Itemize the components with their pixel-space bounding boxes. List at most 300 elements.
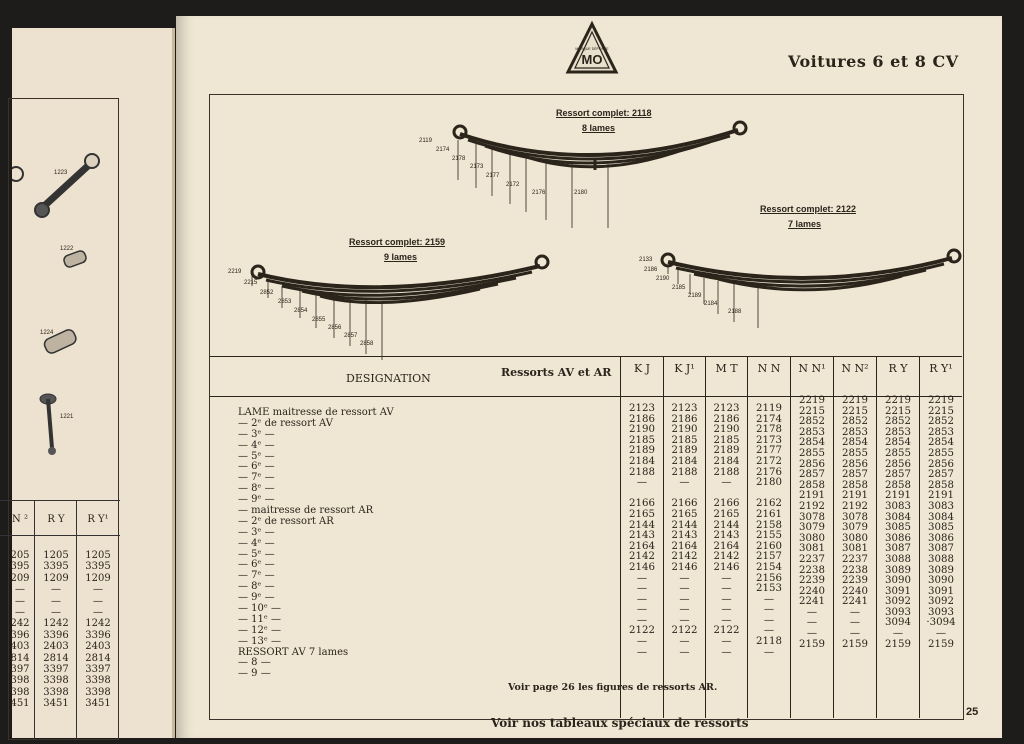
- left-table-cell: 2403: [43, 641, 69, 653]
- table-cell: 3088: [928, 553, 954, 565]
- table-cell: 2174: [756, 413, 782, 425]
- table-cell: 2219: [842, 395, 868, 406]
- spring-7-lames-icon: [662, 250, 960, 328]
- table-cell: [664, 658, 705, 669]
- table-cell: —: [679, 593, 690, 605]
- table-cell: —: [636, 636, 648, 648]
- table-cell: 2856: [928, 458, 954, 470]
- table-cell: 3088: [885, 553, 911, 565]
- table-cell: 2858: [799, 479, 825, 491]
- logo-arc-text: MARQUE DÉPOSÉE: [575, 47, 609, 51]
- table-cell: 2853: [928, 426, 954, 438]
- table-cell: —: [679, 646, 690, 658]
- left-table-cell: 451: [10, 698, 30, 710]
- left-col-header: R Y¹: [87, 514, 109, 525]
- table-cell: 2172: [756, 455, 782, 467]
- table-cell: 2855: [928, 447, 954, 459]
- left-table-column: [36, 550, 76, 709]
- table-cell: —: [679, 572, 690, 584]
- column-header-nn: N N: [757, 362, 781, 375]
- table-cell: 2180: [756, 477, 782, 489]
- table-cell: 2215: [885, 405, 911, 417]
- designation-row: — 5ᵉ —: [238, 548, 275, 560]
- table-cell: —: [636, 593, 648, 605]
- table-cell: —: [636, 604, 648, 616]
- designation-row: — 4ᵉ —: [238, 537, 275, 549]
- table-cell: 2855: [842, 447, 868, 459]
- values-column-ry1: [920, 396, 962, 661]
- spring-part-label: 2185: [672, 285, 686, 291]
- left-table-cell: —: [51, 584, 61, 596]
- spring-part-label: 2184: [704, 301, 718, 307]
- table-cell: —: [935, 628, 947, 640]
- table-cell: 2122: [713, 625, 740, 637]
- table-cell: 2144: [671, 519, 698, 531]
- values-column-kj: [621, 404, 663, 669]
- table-cell: 2176: [756, 466, 782, 478]
- designation-row: — 6ᵉ —: [238, 559, 275, 571]
- table-cell: 3079: [842, 522, 868, 534]
- table-cell: —: [892, 628, 904, 640]
- table-cell: 2143: [629, 530, 655, 542]
- table-cell: 2852: [842, 416, 868, 428]
- table-cell: 2143: [671, 530, 698, 542]
- table-cell: 2144: [713, 519, 740, 531]
- table-cell: —: [763, 614, 775, 626]
- table-cell: 2215: [799, 405, 825, 417]
- left-table-cell: 3398: [43, 686, 69, 698]
- table-cell: 2239: [799, 575, 825, 587]
- left-table-cell: 2814: [43, 652, 69, 664]
- table-cell: 2237: [842, 553, 868, 565]
- table-cell: 2166: [713, 498, 740, 510]
- table-cell: ·3094: [926, 617, 956, 629]
- table-cell: 3089: [885, 564, 911, 576]
- table-cell: 2142: [629, 551, 655, 563]
- table-cell: 2855: [885, 447, 911, 459]
- table-cell: 2164: [713, 540, 740, 552]
- left-table-rule: [0, 500, 120, 501]
- left-table-column: [78, 550, 118, 709]
- table-cell: —: [679, 614, 690, 626]
- left-table-cell: 1205: [43, 550, 69, 561]
- table-cell: 2122: [629, 625, 655, 637]
- table-cell: 2241: [799, 596, 825, 608]
- table-cell: 3091: [928, 585, 954, 597]
- table-cell: 2165: [671, 508, 698, 520]
- values-column-kj1: [664, 404, 705, 669]
- left-table-cell: 209: [10, 572, 30, 584]
- table-cell: 2123: [629, 403, 655, 414]
- table-cell: —: [806, 617, 818, 629]
- left-table-cell: 814: [10, 652, 30, 664]
- table-cell: 2186: [629, 413, 655, 425]
- table-cell: 2142: [713, 551, 740, 563]
- table-cell: 3089: [928, 564, 954, 576]
- table-cell: 2191: [842, 490, 868, 502]
- designation-row: — 8 —: [238, 657, 271, 669]
- table-cell: 2240: [842, 585, 868, 597]
- table-footnote: Voir page 26 les figures de ressorts AR.: [508, 682, 718, 693]
- table-cell: 2155: [756, 530, 782, 542]
- table-cell: 3084: [885, 511, 911, 523]
- page-title: Voitures 6 et 8 CV: [788, 52, 959, 71]
- designation-row: — 3ᵉ —: [238, 526, 275, 538]
- table-cell: [920, 650, 962, 661]
- table-cell: [706, 658, 747, 669]
- left-table-cell: —: [15, 606, 25, 618]
- left-table-cell: —: [15, 595, 25, 607]
- table-cell: 2858: [885, 479, 911, 491]
- left-page-parts-illustrations: [12, 28, 172, 508]
- column-header-nn2: N N²: [841, 362, 869, 375]
- table-cell: —: [721, 593, 732, 605]
- table-cell: 2189: [629, 445, 655, 457]
- table-cell: 3080: [799, 532, 825, 544]
- left-table-cell: 396: [10, 629, 30, 641]
- table-cell: 2185: [629, 434, 655, 446]
- values-column-nn1: [791, 396, 833, 661]
- bolt-1223-icon: [35, 154, 99, 217]
- table-cell: —: [721, 477, 732, 489]
- designation-row: — 13ᵉ —: [238, 635, 281, 647]
- right-page: [176, 16, 1002, 738]
- table-cell: 2853: [885, 426, 911, 438]
- spring-part-label: 2215: [244, 280, 258, 286]
- left-table-cell: 395: [10, 561, 30, 573]
- table-cell: 2189: [713, 445, 740, 457]
- left-table-cell: 2403: [85, 641, 111, 653]
- designation-row: — 5ᵉ —: [238, 450, 275, 462]
- designation-row: — 2ᵉ de ressort AV: [238, 417, 333, 429]
- left-page: [12, 28, 175, 738]
- mo-logo: [564, 20, 620, 76]
- values-column-nn: [748, 404, 790, 669]
- table-cell: 2189: [671, 445, 698, 457]
- table-cell: 2241: [842, 596, 868, 608]
- designation-row: — 8ᵉ —: [238, 581, 275, 593]
- part-label-1223: 1223: [54, 170, 68, 176]
- spring-part-label: 2173: [470, 164, 484, 170]
- table-cell: —: [806, 606, 818, 618]
- column-header-ry1: R Y¹: [929, 362, 953, 375]
- table-cell: 2143: [713, 530, 740, 542]
- spring-part-label: 2858: [360, 341, 374, 347]
- table-cell: 3080: [842, 532, 868, 544]
- table-cell: 2164: [629, 540, 655, 552]
- table-cell: 3079: [799, 522, 825, 534]
- table-cell: —: [679, 583, 690, 595]
- designation-list: [238, 408, 394, 680]
- table-cell: 2159: [928, 638, 954, 650]
- left-table-header-rule: [0, 535, 120, 536]
- pin-1221-icon: [40, 394, 56, 455]
- table-cell: 2178: [756, 424, 782, 436]
- table-cell: —: [636, 583, 648, 595]
- table-cell: 3085: [885, 522, 911, 534]
- left-col-divider: [76, 500, 77, 740]
- part-label-1222: 1222: [60, 246, 74, 252]
- left-table-cell: 1209: [85, 572, 111, 584]
- table-cell: —: [849, 606, 861, 618]
- table-cell: 2165: [629, 508, 655, 520]
- bottom-note: Voir nos tableaux spéciaux de ressorts: [491, 716, 749, 730]
- table-cell: 3086: [885, 532, 911, 544]
- table-cell: 2159: [842, 638, 868, 650]
- table-cell: 3093: [928, 606, 954, 618]
- left-table-cell: 403: [10, 641, 30, 653]
- table-cell: 2857: [885, 469, 911, 481]
- table-cell: 2146: [671, 561, 698, 573]
- springs-illustration: [210, 96, 962, 366]
- values-column-ry: [877, 396, 919, 661]
- table-cell: —: [636, 646, 648, 658]
- table-cell: 2858: [928, 479, 954, 491]
- values-column-nn2: [834, 396, 876, 661]
- table-cell: 2191: [885, 490, 911, 502]
- table-cell: 2188: [629, 466, 655, 478]
- table-cell: 2853: [799, 426, 825, 438]
- table-cell: [877, 650, 919, 661]
- left-table-cell: 1242: [43, 618, 69, 630]
- spring-part-label: 2855: [312, 317, 326, 323]
- table-cell: 3094: [885, 617, 911, 629]
- table-cell: 2165: [713, 508, 740, 520]
- designation-row: — maitresse de ressort AR: [238, 505, 374, 517]
- washer-icon: [12, 167, 23, 181]
- designation-row: — 9 —: [238, 668, 271, 680]
- left-table-cell: 205: [10, 550, 30, 561]
- designation-row: — 7ᵉ —: [238, 570, 275, 582]
- spring-part-label: 2856: [328, 325, 342, 331]
- table-cell: 2173: [756, 434, 782, 446]
- table-cell: 3093: [885, 606, 911, 618]
- table-cell: 2119: [756, 403, 782, 414]
- designation-row: — 8ᵉ —: [238, 483, 275, 495]
- spring-leaves: 7 lames: [788, 219, 822, 229]
- table-cell: 2240: [799, 585, 825, 597]
- table-cell: 2190: [671, 424, 698, 436]
- part-label-1224: 1224: [40, 330, 54, 336]
- spring-part-label: 2119: [419, 138, 432, 144]
- spring-part-label: 2172: [506, 182, 520, 188]
- left-table-cell: 398: [10, 686, 30, 698]
- table-cell: 2118: [756, 636, 782, 648]
- leader-dots: [376, 410, 612, 686]
- table-cell: —: [679, 477, 690, 489]
- table-cell: 2185: [713, 434, 740, 446]
- table-cell: 2215: [928, 405, 954, 417]
- left-table-cell: 3398: [43, 675, 69, 687]
- left-col-header: N ²: [12, 514, 28, 525]
- table-cell: 2237: [799, 553, 825, 565]
- table-cell: 2238: [799, 564, 825, 576]
- column-header-mt: M T: [715, 362, 738, 375]
- table-cell: 2166: [629, 498, 655, 510]
- table-cell: 2239: [842, 575, 868, 587]
- table-cell: 2122: [671, 625, 698, 637]
- spring-label: Ressort complet: 2159: [349, 237, 446, 247]
- table-cell: 2184: [629, 455, 655, 467]
- column-header-nn1: N N¹: [798, 362, 826, 375]
- left-table-cell: 3396: [85, 629, 111, 641]
- table-cell: 3086: [928, 532, 954, 544]
- table-cell: 2144: [629, 519, 655, 531]
- table-cell: 2219: [885, 395, 911, 406]
- table-cell: 3078: [842, 511, 868, 523]
- table-cell: [621, 658, 663, 669]
- table-cell: 3092: [928, 596, 954, 608]
- table-cell: [791, 650, 833, 661]
- spring-part-label: 2857: [344, 333, 358, 339]
- left-table-cell: 1205: [85, 550, 111, 561]
- table-cell: 3081: [799, 543, 825, 555]
- left-table-cell: —: [51, 595, 61, 607]
- table-cell: 2164: [671, 540, 698, 552]
- table-cell: 2142: [671, 551, 698, 563]
- table-cell: 2166: [671, 498, 698, 510]
- left-table-cell: 3451: [85, 698, 111, 710]
- table-cell: 2185: [671, 434, 698, 446]
- table-cell: —: [806, 628, 818, 640]
- table-cell: 2855: [799, 447, 825, 459]
- table-cell: 2161: [756, 508, 782, 520]
- table-cell: 2177: [756, 445, 782, 457]
- left-table-cell: 3397: [43, 663, 69, 675]
- table-cell: 2159: [799, 638, 825, 650]
- table-cell: 2853: [842, 426, 868, 438]
- left-table-cell: 3398: [85, 675, 111, 687]
- table-cell: 2159: [885, 638, 911, 650]
- table-cell: 2190: [713, 424, 740, 436]
- table-cell: —: [721, 636, 732, 648]
- left-table-cell: —: [93, 595, 103, 607]
- spring-part-label: 2180: [574, 190, 588, 196]
- table-cell: 2191: [928, 490, 954, 502]
- table-cell: 2852: [799, 416, 825, 428]
- spring-part-label: 2188: [728, 309, 742, 315]
- table-top-rule: [210, 356, 962, 357]
- table-cell: 2219: [928, 395, 954, 406]
- logo-text: MO: [581, 52, 603, 67]
- table-cell: 2854: [799, 437, 825, 449]
- table-cell: 2857: [842, 469, 868, 481]
- column-header-kj1: K J¹: [674, 362, 695, 375]
- designation-row: — 7ᵉ —: [238, 472, 275, 484]
- left-table-cell: —: [51, 606, 61, 618]
- table-cell: —: [721, 614, 732, 626]
- table-cell: 2856: [885, 458, 911, 470]
- table-cell: 2856: [842, 458, 868, 470]
- table-cell: 3083: [928, 500, 954, 512]
- table-cell: —: [721, 646, 732, 658]
- table-cell: 2184: [671, 455, 698, 467]
- spring-part-label: 2186: [644, 267, 658, 273]
- designation-row: RESSORT AV 7 lames: [238, 646, 349, 658]
- spring-part-label: 2852: [260, 290, 274, 296]
- left-table-cell: 397: [10, 663, 30, 675]
- table-cell: —: [679, 636, 690, 648]
- table-cell: 2190: [629, 424, 655, 436]
- group-header: Ressorts AV et AR: [501, 366, 612, 379]
- left-col-header: R Y: [47, 514, 65, 525]
- spring-part-label: 2854: [294, 308, 308, 314]
- spring-label: Ressort complet: 2118: [556, 108, 652, 118]
- left-table-cell: —: [93, 606, 103, 618]
- table-cell: [834, 650, 876, 661]
- spring-part-label: 2174: [436, 147, 450, 153]
- table-cell: —: [636, 477, 648, 489]
- table-cell: 3087: [928, 543, 954, 555]
- table-cell: 3091: [885, 585, 911, 597]
- table-cell: 2160: [756, 540, 782, 552]
- table-cell: 2146: [629, 561, 655, 573]
- table-cell: 2146: [713, 561, 740, 573]
- designation-row: — 9ᵉ —: [238, 592, 275, 604]
- table-cell: —: [636, 614, 648, 626]
- left-table-cell: —: [93, 584, 103, 596]
- table-cell: 3083: [885, 500, 911, 512]
- table-cell: 3090: [885, 575, 911, 587]
- table-cell: 2219: [799, 395, 825, 406]
- table-cell: 2123: [713, 403, 740, 414]
- spring-part-label: 2190: [656, 276, 670, 282]
- left-table-cell: —: [15, 584, 25, 596]
- table-cell: —: [849, 617, 861, 629]
- table-cell: —: [763, 625, 775, 637]
- designation-row: — 9ᵉ —: [238, 494, 275, 506]
- designation-row: — 2ᵉ de ressort AR: [238, 515, 334, 527]
- table-cell: 3084: [928, 511, 954, 523]
- table-cell: —: [763, 593, 775, 605]
- column-header-ry: R Y: [888, 362, 908, 375]
- table-cell: 2186: [671, 413, 698, 425]
- table-cell: 2852: [885, 416, 911, 428]
- table-cell: 2192: [799, 500, 825, 512]
- spring-part-label: 2177: [486, 173, 500, 179]
- table-cell: —: [849, 628, 861, 640]
- table-cell: —: [636, 572, 648, 584]
- left-table-cell: 3398: [85, 686, 111, 698]
- left-table-cell: 3397: [85, 663, 111, 675]
- values-column-mt: [706, 404, 747, 669]
- left-table-cell: 1209: [43, 572, 69, 584]
- table-cell: 3081: [842, 543, 868, 555]
- left-col-divider: [34, 500, 35, 740]
- designation-row: — 12ᵉ —: [238, 624, 281, 636]
- spring-part-label: 2219: [228, 269, 242, 275]
- spring-leaves: 9 lames: [384, 252, 418, 262]
- table-cell: 2123: [671, 403, 698, 414]
- table-cell: 2856: [799, 458, 825, 470]
- table-cell: 2192: [842, 500, 868, 512]
- table-cell: 2158: [756, 519, 782, 531]
- table-cell: 3087: [885, 543, 911, 555]
- left-table-cell: 3451: [43, 698, 69, 710]
- table-cell: —: [763, 604, 775, 616]
- table-cell: 2858: [842, 479, 868, 491]
- table-cell: 2857: [799, 469, 825, 481]
- table-cell: 2857: [928, 469, 954, 481]
- designation-row: — 10ᵉ —: [238, 603, 281, 615]
- table-cell: 2852: [928, 416, 954, 428]
- spring-part-label: 2853: [278, 299, 292, 305]
- spring-part-label: 2189: [688, 293, 702, 299]
- table-cell: 2186: [713, 413, 740, 425]
- left-table-cell: 2814: [85, 652, 111, 664]
- left-table-cell: 398: [10, 675, 30, 687]
- left-table-cell: 1242: [85, 618, 111, 630]
